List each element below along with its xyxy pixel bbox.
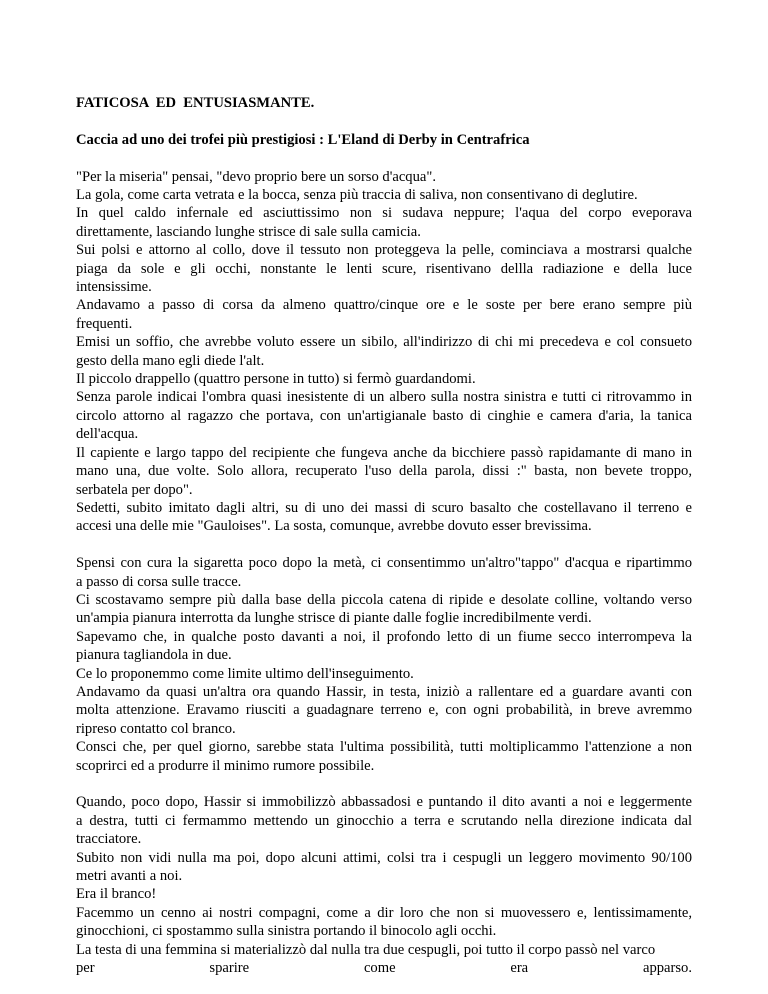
- text-line: Ci scostavamo sempre più dalla base della piccola catena di ripide e desolate colline, voltando verso: [76, 591, 692, 608]
- text-line: Il capiente e largo tappo del recipiente che fungeva anche da bicchiere passò rapidamante di mano in: [76, 444, 692, 461]
- document-page: [76, 94, 692, 977]
- text-line: gesto della mano egli diede l'alt.: [76, 352, 265, 369]
- text-line: Era il branco!: [76, 886, 157, 903]
- body-text: [76, 168, 692, 978]
- paragraph-gap: [76, 775, 692, 793]
- text-line: frequenti.: [76, 315, 133, 332]
- text-line: ginocchioni, ci spostammo sulla sinistra portando il binocolo agli occhi.: [76, 923, 497, 940]
- document-title: FATICOSA ED ENTUSIASMANTE.: [76, 95, 315, 111]
- text-line: direttamente, lasciando lunghe strisce di sale sulla camicia.: [76, 223, 421, 240]
- text-line: "Per la miseria" pensai, "devo proprio bere un sorso d'acqua".: [76, 168, 436, 185]
- paragraph-gap: [76, 536, 692, 554]
- text-line: accesi una delle mie "Gauloises". La sosta, comunque, avrebbe dovuto esser brevissima.: [76, 518, 592, 535]
- text-line: a destra, tutti ci fermammo mettendo un ginocchio a terra e scrutando nella direzione indicata dal: [76, 812, 692, 829]
- text-line: Consci che, per quel giorno, sarebbe stata l'ultima possibilità, tutti moltiplicammo l'attenzione a non: [76, 739, 692, 756]
- text-line: Subito non vidi nulla ma poi, dopo alcuni attimi, colsi tra i cespugli un leggero movimento 90/100: [76, 849, 692, 866]
- text-line: Andavamo a passo di corsa da almeno quattro/cinque ore e le soste per bere erano sempre più: [76, 297, 692, 314]
- text-line: Andavamo da quasi un'altra ora quando Hassir, in testa, iniziò a rallentare ed a guardare avanti con: [76, 683, 692, 700]
- text-line: intensissime.: [76, 279, 152, 296]
- document-subtitle: Caccia ad uno dei trofei più prestigiosi : L'Eland di Derby in Centrafrica: [76, 131, 530, 148]
- text-line: Facemmo un cenno ai nostri compagni, come a dir loro che non si muovessero e, lentissimamente,: [76, 904, 692, 921]
- text-line: un'ampia pianura interrotta da lunghe strisce di piante dalle foglie incredibilmente verdi.: [76, 610, 592, 627]
- text-line: scoprirci ed a produrre il minimo rumore possibile.: [76, 757, 375, 774]
- text-line: ripreso contatto col branco.: [76, 720, 236, 737]
- text-line: a passo di corsa sulle tracce.: [76, 573, 242, 590]
- text-line: pianura tagliandola in due.: [76, 647, 232, 664]
- text-line: Il piccolo drappello (quattro persone in tutto) si fermò guardandomi.: [76, 371, 476, 388]
- text-line: In quel caldo infernale ed asciuttissimo non si sudava neppure; l'aqua del corpo eveporava: [76, 205, 692, 222]
- text-line: Sedetti, subito imitato dagli altri, su di uno dei massi di scuro basalto che costellavano il terreno e: [76, 499, 692, 516]
- text-line: tracciatore.: [76, 831, 142, 848]
- text-line: Emisi un soffio, che avrebbe voluto essere un sibilo, all'indirizzo di chi mi precedeva e col consueto: [76, 334, 692, 351]
- text-line: circolo attorno al ragazzo che portava, con un'artigianale basto di cinghie e camera d'aria, la tanica: [76, 407, 692, 424]
- text-line: metri avanti a noi.: [76, 868, 183, 884]
- text-line: Senza parole indicai l'ombra quasi inesistente di un albero sulla nostra sinistra e tutti ci ritrovammo in: [76, 389, 692, 406]
- spacer: [76, 112, 692, 130]
- text-line: La testa di una femmina si materializzò dal nulla tra due cespugli, poi tutto il corpo passò nel varco: [76, 941, 656, 958]
- text-line: dell'acqua.: [76, 426, 139, 443]
- text-line: serbatela per dopo".: [76, 481, 193, 498]
- text-line: mano una, due volte. Solo allora, recuperato l'uso della parola, dissi :" basta, non bevete troppo,: [76, 463, 692, 480]
- spacer: [76, 149, 692, 167]
- text-line: La gola, come carta vetrata e la bocca, senza più traccia di saliva, non consentivano di deglutire.: [76, 187, 638, 203]
- text-line: Sui polsi e attorno al collo, dove il tessuto non proteggeva la pelle, cominciava a mostrarsi qualche: [76, 242, 692, 259]
- text-line: molta attenzione. Eravamo riusciti a guadagnare terreno e, con ogni probabilità, in breve avremmo: [76, 702, 692, 719]
- text-line: Quando, poco dopo, Hassir si immobilizzò abbassadosi e puntando il dito avanti a noi e leggermente: [76, 794, 692, 811]
- text-line: per sparire come era apparso.: [76, 960, 692, 977]
- text-line: Ce lo proponemmo come limite ultimo dell'inseguimento.: [76, 665, 414, 682]
- text-line: Spensi con cura la sigaretta poco dopo la metà, ci consentimmo un'altro"tappo" d'acqua e ripartimmo: [76, 555, 692, 572]
- text-line: piaga da sole e gli occhi, nonstante le lenti scure, risentivano dellla radiazione e della luce: [76, 260, 692, 277]
- text-line: Sapevamo che, in qualche posto davanti a noi, il profondo letto di un fiume secco interrompeva la: [76, 628, 692, 645]
